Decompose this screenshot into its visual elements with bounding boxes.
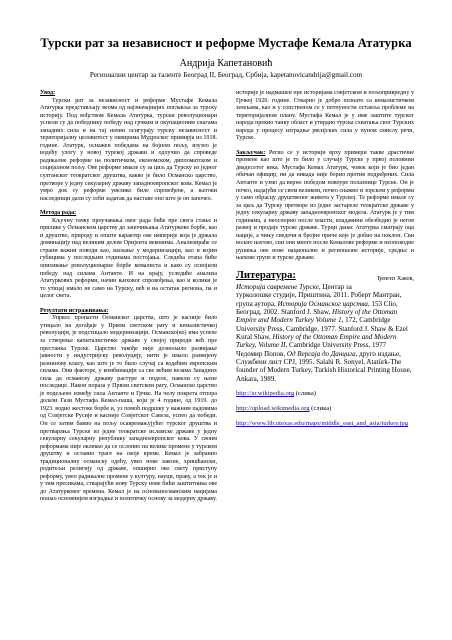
methods-heading: Метода рада: [40,210,77,217]
references-header [236,270,414,282]
ref-title-2: Историја Османског царства [277,299,368,308]
conclusion-paragraph [236,150,414,263]
reference-link-2-line [236,405,414,413]
conclusion-text: Регио се у историји врху примери такве драстичне промене као што је то било у случају Турске у првој половини двадесетог века. Мустафа Кемал Ататурк, човек који је био један обичан официр, ни да никада није борио против подређених. Сила Антанте и узмо да верно победом новоуре полазнице Турске. Он је почео, надајући се свом великом, почео снажно и зорском у реформи у само обрасцу друштвеног живота у Турској. Те реформе имале су за циљ да Турску претворе из једне застареле теократске државе у једну секуларну државу западноевропског модела. Ататурк је у тим годинама, а неоспорно после власти, владавини обезбедио је негов развој и продаје турске државе. Турци данас Ататурка сматрају оца нације, а чињу сведочи и бројне приче које је добио на поклон. Сви вољно његово, сви они многе после Кемалове реформе и неоповодне рушења ове нове националне и регионалне историје, средње и њихове групе и турске државе. [236,149,415,262]
ref-title-1: Историја савремене Турске [236,283,319,292]
author-affiliation: Регионални центар за таленте Београд II, Београд, Србија, kapetanovicandrija@gmail.com [89,71,363,79]
intro-heading: Увод: [40,90,56,96]
right-column [236,90,414,428]
references-list [236,283,414,383]
methods-paragraph: Кључну тачку проучавања овог рада биће пре свега стање и прилике у Османском царству до започињања Ататуркове борбе, као и друштво, природу и опште карактер ове империје која је држала доминацију над великим делом Оријента вековима. Анализираће се страни важни поводи као, васкање у модернизацији, као и којим губицима у последњим годинама постојања. Следећа етапа биће описивање револуционарне борбе кемалиста и како су освојили победу над силама Антанте. И на крају, уследиће анализа Ататуркових реформи, начин њиховог спровођења, као и колики је то утицај имало не само на Турску, већ и на остатак региона, па и целог света. [40,217,217,300]
results-paragraph: Упркос пропасти Османског царства, што је касније било утицало на догађаје у Првом светском рату и кемалистичкој револуцији, је подстицало модернизацији. Османско(ко) има успехе за створење капиталистичке државе у својој природи већ пре престанка Турске. Царство такође није дозвољило развијање јавности у индустријску револуцију, нити је имало развијену разнинову класу, као што је то било случај са водећим европским силама. Они факторе, у комбинацији са све већим везама Западних сила да османску државу растуре и поделе, навели су њене последице. Након пораза у Првом светском рату, Османско царство је подељено између сила Антанте и Грчке. На челу покрета отпора долази Гази Мустафа Кемал-паша, који је 4 године, од 1919. до 1923. водио жестоке борбе и, уз помоћ подршку у важним падовима од Совјетске Русије и касније Совјетског Савеза, успео да победи. Он се затим бавио на пољу осавремањујућег турског друштва и претварања Турске из једне теократске исламске државе у једну секуларну секуларну републику западноевропског кова. У своим реформама није оклевао да се ослонио на велике промене у турском друштву и оставио траге на своје време. Кемал је забранио традиционалну османску одећу, увео нове законе, хришћански, родитељи религију од државе, опширно око свету приступу реформу, увео радикалне промене у културу, науци, праву, а тек је и у тим пресикама, стварајући нову Турску нове бићи заштитника ове до Ататурковог времена. Кемал је на основаносманским нацијама пошао основнијем изградње и политичку основу за модерну државу. [40,315,217,503]
ref-rest-5: , друго издање, Службени лист СРЈ, 1995. Salahi R. Sonyel, Atatürk-The founder of Modern Turkey, Turkish Historical Printing House, Ankara, 1989. [236,349,412,383]
ref-rest-2: , 153 Clio, Београд, 2002. Stanford J. Shaw, [236,299,398,317]
results-heading: Резултати истраживања: [40,307,109,314]
reference-link-2-note: (слика) [311,405,332,413]
left-column [40,90,217,511]
author-name: Андрија Капетановић [179,58,273,69]
ref-rest-1: , Центар за турколошке студије, Приштина, 2011. Роберт Мантран, група аутора, [236,283,402,308]
reference-link-2[interactable]: http://upload.wikimedia.org [236,405,310,413]
conclusion-heading: Закључак: [236,149,266,156]
ref-title-4: History of the Ottoman Empire and Modern Turkey, Volume II [236,333,397,350]
reference-link-1-line [236,390,414,398]
reference-link-1-note: (слика) [295,390,316,398]
intro-paragraph: Турски рат за независност и реформе Мустафе Кемала Ататурка представљају веома од најзначајнијих поглавља за турску историју. Под вођством Кемала Ататурка, турски револуционари успели су да победнику победу над грчким и окупационим снагама западних сила и на тај начин осигурају турску независност и територијалну целовитост у оквирима Мудроског примирја из 1918. године. Ататурк, оснажен победама на бојном пољу, изузео је водећу улогу у новој турској држави и одлучио да спроведе радикалне реформе на политичком, економском, дипломатском и социјалном пољу. Ове реформе имале су за циљ да Турску из једног султанског теократског друштва, какво је било Османско царство, претворе у једну секуларну државу западноевропског кова. Кемал је умро док су реформе увелико биле спровођене, а његови наследници дали су себи задатак да наставе оно што је он започео. [40,97,217,202]
references-heading: Литература: [236,270,296,282]
reference-link-1[interactable]: http://sr.wikipedia.org [236,390,295,398]
reference-link-3-line [236,420,414,428]
references-first-author: Ђенгиз Хаков, [376,276,414,283]
ref-rest-4: , Cambridge University Press, 1977 Чедомир Попов, [236,341,387,358]
paper-title: Турски рат за независност и реформе Мустафе Кемала Ататурка [40,36,412,50]
ref-title-5: Од Версаја до Данцига [286,349,356,358]
continuation-paragraph: историје је надмашен пре историјама совјетском и пољопривредну у Грчкој 1920. године. Стварно је добро познато са кемалистичком земљама, као и у сопственом се у потпуности оставља проблеме на територијалном плану. Мустафа Кемал је у име заштите турског народа прекио танку област и утврдио турска схватања свог Турских народа у процесу изградње рвсијских сила у пуном смислу речи, Турске. [236,90,414,142]
ref-title-3: History of the Ottoman Empire and Modern Turkey Volume 1 [236,308,398,325]
ref-rest-3: , 172, Cambridge University Press, Cambridge, 1977. Stanford J. Shaw & Ezel Kural Shaw, [236,316,408,342]
reference-link-3[interactable]: http://www.lib.utexas.edu/maps/middle_east_and_asia/turkey.jpg [236,420,409,428]
